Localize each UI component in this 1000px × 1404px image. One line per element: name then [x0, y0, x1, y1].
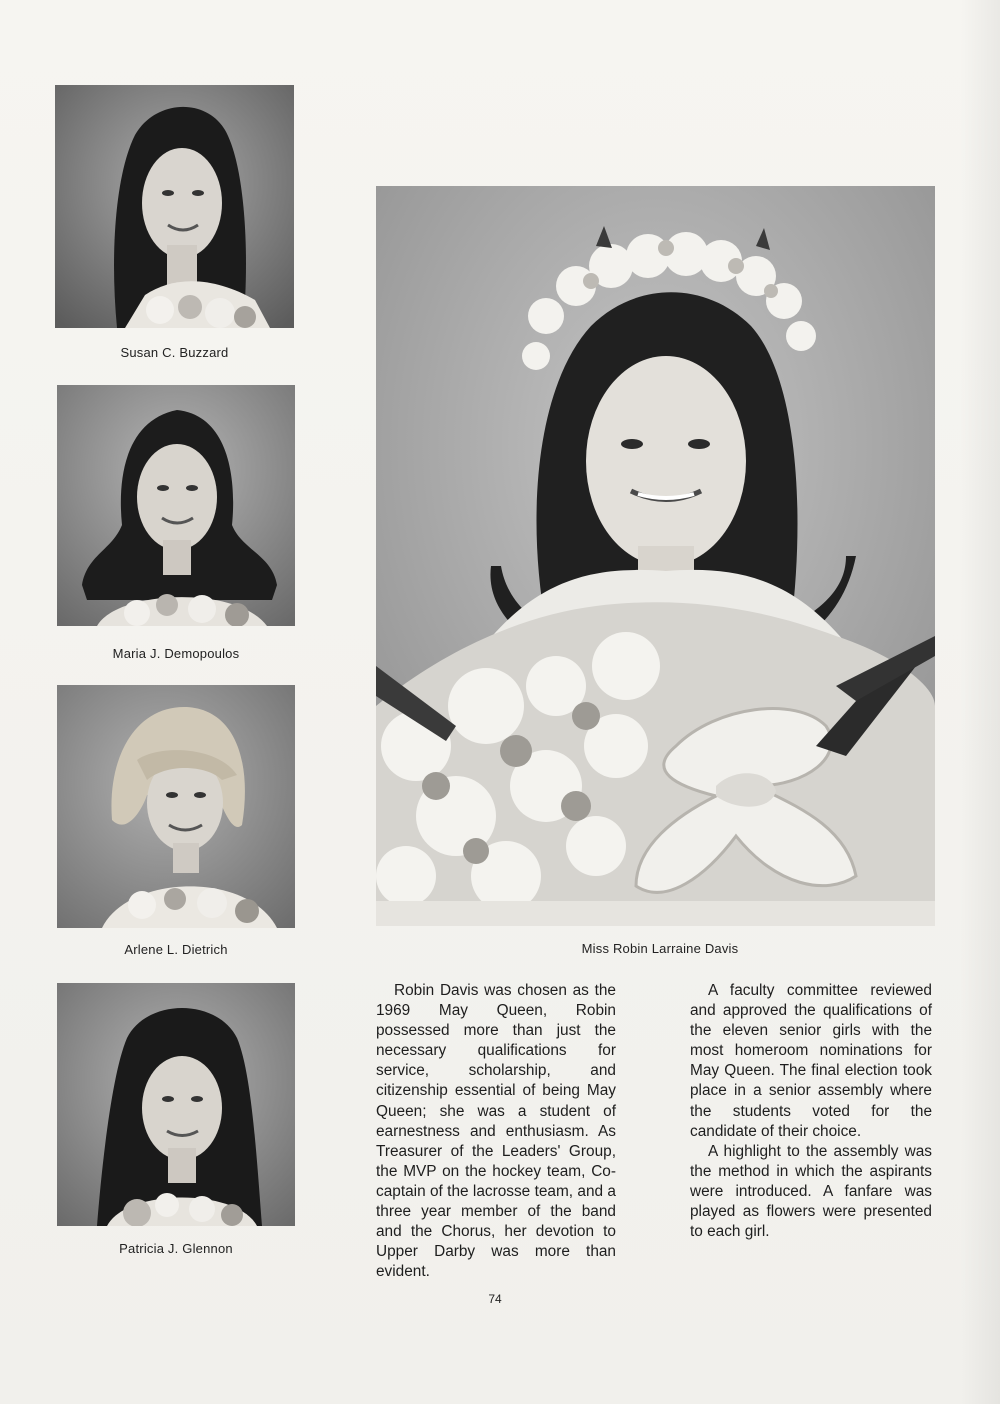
portrait-caption-4: Patricia J. Glennon — [119, 1241, 233, 1256]
article-paragraph-2: A faculty committee reviewed and approved the qualifications of the eleven senior girls with the most homeroom nominations for May Queen. The final election took place in a senior assembly where the students voted for the candidate of their choice. — [690, 982, 932, 1140]
portrait-photo-3 — [57, 685, 295, 928]
queen-portrait-photo — [376, 186, 935, 926]
portrait-photo-2 — [57, 385, 295, 626]
portrait-caption-1: Susan C. Buzzard — [120, 345, 229, 360]
portrait-caption-3: Arlene L. Dietrich — [124, 942, 228, 957]
portrait-caption-2: Maria J. Demopoulos — [112, 646, 240, 661]
article-column-right — [690, 981, 932, 1242]
portrait-photo-4 — [57, 983, 295, 1226]
article-paragraph-3: A highlight to the assembly was the method in which the aspirants were introduced. A fanfare was played as flowers were presented to each girl. — [690, 1142, 932, 1241]
article-column-left — [376, 981, 616, 1282]
article-paragraph-1: Robin Davis was chosen as the 1969 May Queen, Robin possessed more than just the necessary qualifications for service, scholarship, and citizenship essential of being May Queen; she was a student of earnestness and enthusiasm. As Treasurer of the Leaders' Group, the MVP on the hockey team, Co-captain of the lacrosse team, and a three year member of the band and the Chorus, her devotion to Upper Darby was more than evident. — [376, 982, 616, 1281]
page-number: 74 — [488, 1292, 502, 1306]
queen-caption: Miss Robin Larraine Davis — [581, 941, 739, 956]
portrait-photo-1 — [55, 85, 294, 328]
